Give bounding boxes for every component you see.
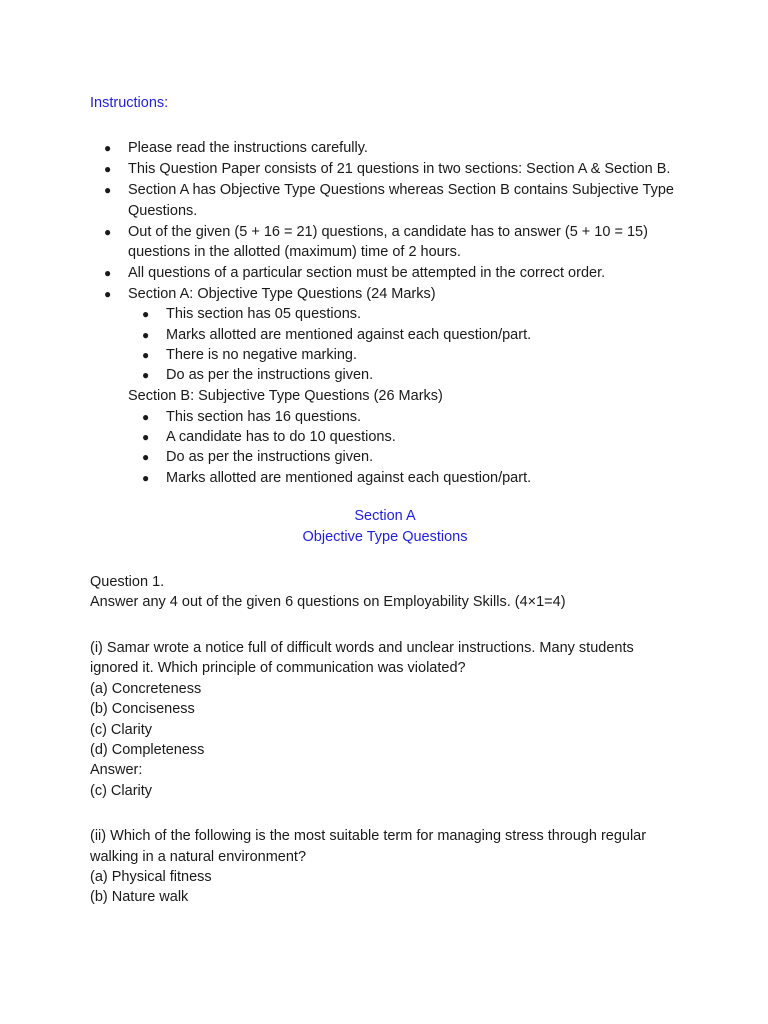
question-1 xyxy=(90,572,680,908)
section-b-sublist xyxy=(90,407,680,489)
list-item: ● This section has 16 questions. xyxy=(90,407,680,427)
section-subtitle: Objective Type Questions xyxy=(302,528,468,545)
spacer xyxy=(90,801,680,826)
section-b-container xyxy=(90,407,680,489)
list-item: ● There is no negative marking. xyxy=(128,345,680,365)
bullet-icon: ● xyxy=(104,141,112,156)
option: (b) Conciseness xyxy=(90,701,195,718)
instructions-heading: Instructions: xyxy=(90,95,169,111)
bullet-icon: ● xyxy=(142,450,150,465)
bullet-icon: ● xyxy=(104,162,112,177)
list-item: ● Section A: Objective Type Questions (24 Marks) ● This section has 05 questions. ● Marks allotted are mentioned against each question/part. ● There is no negative marking. ● Do as per the instructions given. xyxy=(90,284,680,386)
list-item: ● This section has 05 questions. xyxy=(128,304,680,324)
question-text: (i) Samar wrote a notice full of difficult words and unclear instructions. Many students ignored it. Which principle of communication was violated? xyxy=(90,639,634,677)
bullet-icon: ● xyxy=(142,470,150,485)
list-item: ● All questions of a particular section must be attempted in the correct order. xyxy=(90,263,680,283)
list-item: ● This Question Paper consists of 21 questions in two sections: Section A & Section B. xyxy=(90,159,680,179)
option: (a) Physical fitness xyxy=(90,868,212,885)
question-text: (ii) Which of the following is the most suitable term for managing stress through regular walking in a natural environment? xyxy=(90,828,647,865)
section-heading xyxy=(90,506,680,547)
list-item: ● Do as per the instructions given. xyxy=(90,447,680,467)
list-item: ● Section A has Objective Type Questions whereas Section B contains Subjective Type Questions. xyxy=(104,182,674,219)
list-item: ● Do as per the instructions given. xyxy=(128,365,680,385)
option: (b) Nature walk xyxy=(90,889,189,906)
list-item: ● Marks allotted are mentioned against each question/part. xyxy=(128,325,680,345)
bullet-icon: ● xyxy=(142,327,150,342)
instructions-list xyxy=(90,138,680,385)
answer-label: Answer: xyxy=(90,762,143,779)
section-title: Section A xyxy=(354,508,416,525)
option: (a) Concreteness xyxy=(90,680,202,697)
bullet-icon: ● xyxy=(104,265,112,280)
list-item: ● Marks allotted are mentioned against each question/part. xyxy=(90,468,680,488)
option: (d) Completeness xyxy=(90,741,205,758)
spacer xyxy=(90,613,680,638)
bullet-icon: ● xyxy=(142,307,150,322)
section-a-sublist xyxy=(128,304,680,386)
list-item: ● Out of the given (5 + 16 = 21) questions, a candidate has to answer (5 + 10 = 15) questions in the allotted (maximum) time of 2 hours. xyxy=(104,223,648,260)
bullet-icon: ● xyxy=(104,286,112,301)
option: (c) Clarity xyxy=(90,721,153,738)
question-instruction: Answer any 4 out of the given 6 questions on Employability Skills. (4×1=4) xyxy=(90,594,566,611)
list-item: ● A candidate has to do 10 questions. xyxy=(90,427,680,447)
answer-value: (c) Clarity xyxy=(90,782,153,799)
section-b-label: Section B: Subjective Type Questions (26 Marks) xyxy=(128,388,443,405)
bullet-icon: ● xyxy=(142,409,150,424)
section-b-wrapper xyxy=(90,407,680,489)
bullet-icon: ● xyxy=(104,224,112,239)
bullet-icon: ● xyxy=(104,183,112,198)
bullet-icon: ● xyxy=(142,430,150,445)
question-title: Question 1. xyxy=(90,574,165,591)
bullet-icon: ● xyxy=(142,347,150,362)
document-page xyxy=(90,93,680,908)
bullet-icon: ● xyxy=(142,368,150,383)
list-item: ● Please read the instructions carefully. xyxy=(90,138,680,158)
